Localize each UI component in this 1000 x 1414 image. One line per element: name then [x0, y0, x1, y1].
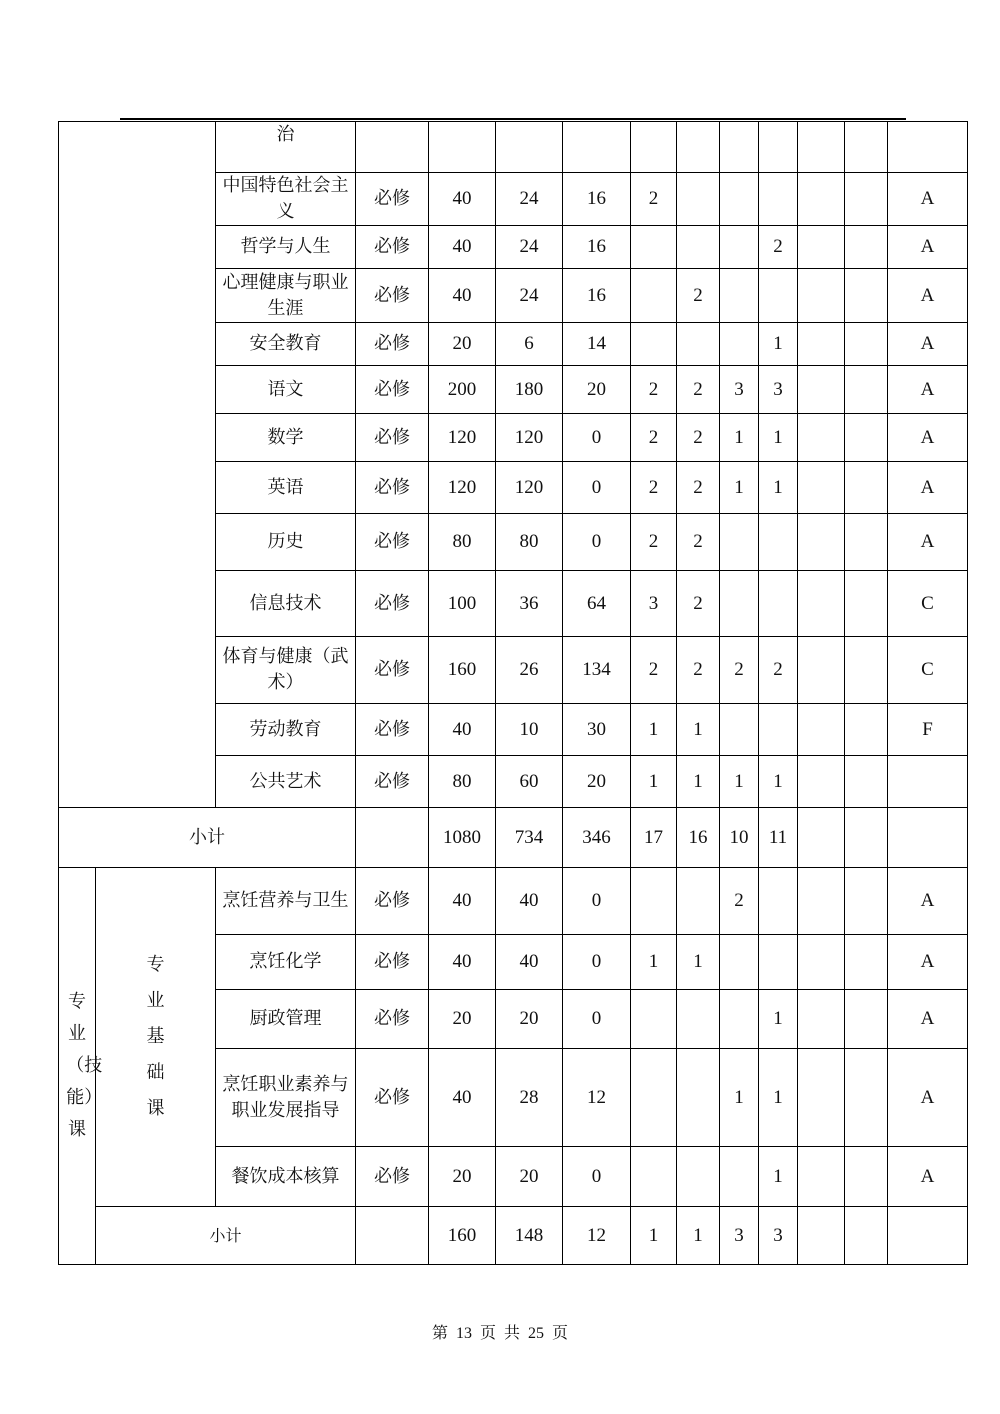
- cell-s4: 1: [759, 990, 798, 1049]
- cell-s5: [798, 990, 845, 1049]
- cell-type: 必修: [356, 462, 429, 514]
- cell-practice: 0: [563, 935, 631, 990]
- course-name: 英语: [216, 462, 356, 514]
- cell-assess: F: [888, 704, 968, 756]
- cell-s6: [845, 637, 888, 704]
- header-rule: [120, 118, 906, 120]
- cell-s6: [845, 808, 888, 868]
- cell-practice: 12: [563, 1049, 631, 1147]
- cell-total: 40: [429, 1049, 496, 1147]
- cell-theory: [496, 122, 563, 173]
- cell-s5: [798, 269, 845, 323]
- cell-practice: 16: [563, 226, 631, 269]
- cell-type: 必修: [356, 868, 429, 935]
- cell-s6: [845, 366, 888, 414]
- cell-s4: 1: [759, 323, 798, 366]
- cell-assess: A: [888, 1049, 968, 1147]
- cell-s3: [720, 704, 759, 756]
- cell-s4: [759, 173, 798, 226]
- cell-type: 必修: [356, 1049, 429, 1147]
- cell-total: 80: [429, 756, 496, 808]
- cell-assess: A: [888, 935, 968, 990]
- cell-assess: A: [888, 366, 968, 414]
- cell-s3: [720, 226, 759, 269]
- cell-assess: C: [888, 571, 968, 637]
- cell-s5: [798, 122, 845, 173]
- cell-type: 必修: [356, 414, 429, 462]
- cell-s3: 10: [720, 808, 759, 868]
- cell-s3: 3: [720, 1207, 759, 1265]
- cell-s4: [759, 704, 798, 756]
- cell-total: 40: [429, 935, 496, 990]
- subtotal-row: [59, 808, 968, 868]
- cell-practice: 30: [563, 704, 631, 756]
- cell-s4: 11: [759, 808, 798, 868]
- group-major: [59, 868, 103, 1265]
- subgroup-basic-label: 专业基础课: [146, 954, 165, 1119]
- cell-s4: 1: [759, 1147, 798, 1207]
- cell-s2: [677, 1147, 720, 1207]
- cell-s5: [798, 414, 845, 462]
- cell-total: 40: [429, 269, 496, 323]
- course-name: 历史: [216, 514, 356, 571]
- footer-page-number: 13: [455, 1325, 472, 1342]
- cell-s1: [631, 990, 677, 1049]
- group-cell-public: [59, 122, 216, 808]
- cell-s4: 1: [759, 414, 798, 462]
- cell-s3: [720, 122, 759, 173]
- cell-type: 必修: [356, 756, 429, 808]
- cell-theory: 180: [496, 366, 563, 414]
- cell-s3: [720, 1147, 759, 1207]
- cell-s6: [845, 173, 888, 226]
- cell-type: 必修: [356, 226, 429, 269]
- cell-total: 120: [429, 462, 496, 514]
- cell-s2: [677, 990, 720, 1049]
- cell-s1: [631, 1147, 677, 1207]
- cell-s5: [798, 462, 845, 514]
- cell-type: 必修: [356, 323, 429, 366]
- course-name: 烹饪职业素养与职业发展指导: [216, 1049, 356, 1147]
- cell-s4: [759, 514, 798, 571]
- cell-s3: [720, 173, 759, 226]
- course-name: 劳动教育: [216, 704, 356, 756]
- cell-s1: [631, 868, 677, 935]
- cell-s1: 2: [631, 637, 677, 704]
- cell-s3: [720, 514, 759, 571]
- course-name: 烹饪化学: [216, 935, 356, 990]
- cell-theory: 120: [496, 414, 563, 462]
- cell-s1: 2: [631, 366, 677, 414]
- cell-practice: 12: [563, 1207, 631, 1265]
- cell-practice: 0: [563, 514, 631, 571]
- course-name: 安全教育: [216, 323, 356, 366]
- cell-theory: 28: [496, 1049, 563, 1147]
- cell-s2: 1: [677, 935, 720, 990]
- cell-assess: A: [888, 269, 968, 323]
- cell-s4: [759, 269, 798, 323]
- cell-s1: 2: [631, 414, 677, 462]
- cell-s2: [677, 323, 720, 366]
- course-name: 哲学与人生: [216, 226, 356, 269]
- course-name: 公共艺术: [216, 756, 356, 808]
- cell-theory: 60: [496, 756, 563, 808]
- cell-s5: [798, 323, 845, 366]
- cell-theory: 120: [496, 462, 563, 514]
- cell-s3: 1: [720, 462, 759, 514]
- cell-theory: 20: [496, 1147, 563, 1207]
- footer-total-pages: 25: [528, 1325, 545, 1342]
- subtotal-label: 小计: [59, 808, 356, 868]
- cell-s5: [798, 173, 845, 226]
- course-name: 数学: [216, 414, 356, 462]
- cell-s1: 1: [631, 1207, 677, 1265]
- cell-s2: 16: [677, 808, 720, 868]
- cell-practice: 20: [563, 756, 631, 808]
- cell-s2: 2: [677, 462, 720, 514]
- cell-s3: 1: [720, 756, 759, 808]
- cell-assess: [888, 122, 968, 173]
- cell-s3: 3: [720, 366, 759, 414]
- cell-total: 80: [429, 514, 496, 571]
- cell-s2: [677, 173, 720, 226]
- cell-s6: [845, 1207, 888, 1265]
- cell-total: 40: [429, 704, 496, 756]
- cell-practice: 346: [563, 808, 631, 868]
- cell-type: 必修: [356, 366, 429, 414]
- cell-s1: 2: [631, 462, 677, 514]
- cell-practice: 0: [563, 990, 631, 1049]
- cell-s2: 2: [677, 637, 720, 704]
- cell-theory: 734: [496, 808, 563, 868]
- cell-s2: 2: [677, 269, 720, 323]
- cell-s3: 2: [720, 868, 759, 935]
- cell-s1: [631, 226, 677, 269]
- cell-theory: 40: [496, 868, 563, 935]
- subtotal-row: [59, 1207, 968, 1265]
- page-footer: [0, 1320, 1000, 1343]
- cell-s2: [677, 122, 720, 173]
- cell-total: 160: [429, 637, 496, 704]
- table-body: [59, 122, 968, 1265]
- cell-s6: [845, 122, 888, 173]
- cell-assess: [888, 808, 968, 868]
- cell-s6: [845, 756, 888, 808]
- group-major-label: 专业（技能）课: [66, 991, 103, 1140]
- cell-s1: [631, 122, 677, 173]
- footer-suffix: 页: [552, 1325, 569, 1342]
- cell-s6: [845, 571, 888, 637]
- cell-assess: A: [888, 990, 968, 1049]
- cell-s2: 2: [677, 414, 720, 462]
- cell-s1: [631, 323, 677, 366]
- cell-s6: [845, 1147, 888, 1207]
- cell-type: 必修: [356, 935, 429, 990]
- footer-prefix: 第: [431, 1325, 448, 1342]
- table-row: [59, 868, 968, 935]
- footer-total-word: 共: [504, 1325, 521, 1342]
- course-name: 心理健康与职业生涯: [216, 269, 356, 323]
- cell-s6: [845, 514, 888, 571]
- cell-assess: A: [888, 514, 968, 571]
- cell-total: 100: [429, 571, 496, 637]
- cell-practice: 20: [563, 366, 631, 414]
- cell-s1: 1: [631, 756, 677, 808]
- cell-s4: 1: [759, 1049, 798, 1147]
- course-name: 体育与健康（武术）: [216, 637, 356, 704]
- cell-assess: A: [888, 414, 968, 462]
- course-name: 厨政管理: [216, 990, 356, 1049]
- cell-assess: A: [888, 462, 968, 514]
- cell-s6: [845, 1049, 888, 1147]
- cell-s1: [631, 1049, 677, 1147]
- cell-s5: [798, 514, 845, 571]
- cell-s2: 2: [677, 514, 720, 571]
- cell-s6: [845, 462, 888, 514]
- cell-theory: 148: [496, 1207, 563, 1265]
- course-name: 治: [216, 122, 356, 173]
- cell-s6: [845, 704, 888, 756]
- cell-s5: [798, 935, 845, 990]
- cell-s3: [720, 269, 759, 323]
- cell-assess: A: [888, 323, 968, 366]
- cell-total: 1080: [429, 808, 496, 868]
- cell-total: 20: [429, 990, 496, 1049]
- cell-assess: A: [888, 1147, 968, 1207]
- cell-total: 40: [429, 868, 496, 935]
- cell-practice: 0: [563, 868, 631, 935]
- cell-s1: 1: [631, 704, 677, 756]
- cell-assess: A: [888, 226, 968, 269]
- cell-theory: 24: [496, 226, 563, 269]
- cell-type: [356, 808, 429, 868]
- cell-total: 40: [429, 173, 496, 226]
- cell-practice: 16: [563, 269, 631, 323]
- cell-assess: A: [888, 173, 968, 226]
- cell-theory: 26: [496, 637, 563, 704]
- cell-s4: 3: [759, 366, 798, 414]
- cell-s5: [798, 226, 845, 269]
- cell-s6: [845, 868, 888, 935]
- cell-s3: [720, 323, 759, 366]
- course-name: 语文: [216, 366, 356, 414]
- cell-s2: 2: [677, 366, 720, 414]
- cell-practice: 0: [563, 1147, 631, 1207]
- cell-s4: [759, 122, 798, 173]
- cell-s3: [720, 935, 759, 990]
- cell-s5: [798, 808, 845, 868]
- cell-practice: 0: [563, 414, 631, 462]
- cell-s6: [845, 226, 888, 269]
- cell-type: 必修: [356, 637, 429, 704]
- course-plan-table: [58, 121, 968, 1265]
- cell-s5: [798, 571, 845, 637]
- cell-type: 必修: [356, 571, 429, 637]
- cell-type: [356, 1207, 429, 1265]
- cell-s3: 1: [720, 1049, 759, 1147]
- cell-theory: 40: [496, 935, 563, 990]
- cell-s1: 1: [631, 935, 677, 990]
- cell-total: 120: [429, 414, 496, 462]
- cell-s2: [677, 226, 720, 269]
- cell-s5: [798, 1147, 845, 1207]
- table-row: [59, 122, 968, 173]
- cell-s2: 1: [677, 704, 720, 756]
- cell-type: 必修: [356, 1147, 429, 1207]
- cell-s1: 3: [631, 571, 677, 637]
- cell-s5: [798, 756, 845, 808]
- cell-total: 200: [429, 366, 496, 414]
- cell-s1: 2: [631, 173, 677, 226]
- course-name: 餐饮成本核算: [216, 1147, 356, 1207]
- cell-s5: [798, 637, 845, 704]
- cell-theory: 24: [496, 269, 563, 323]
- cell-practice: 64: [563, 571, 631, 637]
- cell-assess: [888, 1207, 968, 1265]
- cell-type: 必修: [356, 990, 429, 1049]
- cell-total: 20: [429, 323, 496, 366]
- cell-s4: [759, 935, 798, 990]
- course-name: 烹饪营养与卫生: [216, 868, 356, 935]
- cell-theory: 20: [496, 990, 563, 1049]
- cell-s2: [677, 868, 720, 935]
- cell-s2: [677, 1049, 720, 1147]
- cell-s2: 2: [677, 571, 720, 637]
- cell-total: 20: [429, 1147, 496, 1207]
- cell-total: [429, 122, 496, 173]
- cell-total: 160: [429, 1207, 496, 1265]
- cell-s6: [845, 935, 888, 990]
- cell-s5: [798, 1049, 845, 1147]
- cell-s4: 1: [759, 756, 798, 808]
- cell-practice: 0: [563, 462, 631, 514]
- cell-s6: [845, 323, 888, 366]
- cell-practice: [563, 122, 631, 173]
- cell-s4: [759, 868, 798, 935]
- cell-s3: 1: [720, 414, 759, 462]
- cell-type: 必修: [356, 514, 429, 571]
- cell-s4: 3: [759, 1207, 798, 1265]
- cell-theory: 10: [496, 704, 563, 756]
- subtotal-label: 小计: [96, 1207, 356, 1265]
- cell-s2: 1: [677, 1207, 720, 1265]
- subgroup-basic: [96, 868, 216, 1207]
- cell-s5: [798, 1207, 845, 1265]
- cell-s4: [759, 571, 798, 637]
- cell-type: 必修: [356, 704, 429, 756]
- cell-assess: [888, 756, 968, 808]
- cell-theory: 80: [496, 514, 563, 571]
- cell-theory: 24: [496, 173, 563, 226]
- cell-s4: 2: [759, 637, 798, 704]
- course-name: 信息技术: [216, 571, 356, 637]
- cell-s5: [798, 366, 845, 414]
- cell-assess: C: [888, 637, 968, 704]
- cell-type: 必修: [356, 173, 429, 226]
- cell-type: 必修: [356, 269, 429, 323]
- cell-s1: [631, 269, 677, 323]
- cell-s5: [798, 704, 845, 756]
- cell-s1: 2: [631, 514, 677, 571]
- footer-page-word: 页: [479, 1325, 496, 1342]
- cell-s6: [845, 269, 888, 323]
- cell-theory: 36: [496, 571, 563, 637]
- cell-practice: 16: [563, 173, 631, 226]
- cell-assess: A: [888, 868, 968, 935]
- cell-s4: 2: [759, 226, 798, 269]
- cell-s1: 17: [631, 808, 677, 868]
- cell-s4: 1: [759, 462, 798, 514]
- cell-s3: 2: [720, 637, 759, 704]
- cell-s5: [798, 868, 845, 935]
- cell-type: [356, 122, 429, 173]
- cell-s6: [845, 990, 888, 1049]
- cell-practice: 14: [563, 323, 631, 366]
- cell-s2: 1: [677, 756, 720, 808]
- course-name: 中国特色社会主义: [216, 173, 356, 226]
- cell-s3: [720, 990, 759, 1049]
- cell-s3: [720, 571, 759, 637]
- cell-practice: 134: [563, 637, 631, 704]
- cell-theory: 6: [496, 323, 563, 366]
- cell-s6: [845, 414, 888, 462]
- cell-total: 40: [429, 226, 496, 269]
